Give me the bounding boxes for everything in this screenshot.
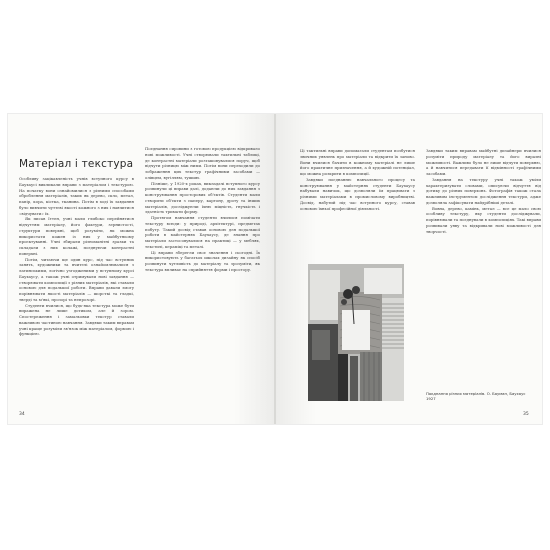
paragraph: Вовна, дерево, камінь, метал — все це мало свою особливу текстуру, яку студенти досліджували, порівнювали та поєднували в композиціях. Такі вправи розвивали уяву та відкривали нові можливості для творчості.: [426, 205, 541, 234]
paragraph: Завдяки таким вправам майбутні дизайнери вчилися розуміти природу матеріалу та його виразні можливості. Важливо було не лише відчути поверхню, а й навчитися передавати її відмінності графічними засобами.: [426, 148, 541, 176]
right-column-2: [426, 148, 541, 384]
page-number-left: 34: [19, 412, 25, 417]
paragraph: Пізніше, у 1920-х роках, викладачі вступного курсу розвинули ці вправи далі, додаючи до них завдання з конструювання просторових об'єктів. Студенти мали створити об'єкти з паперу, картону, дроту та інших матеріалів, досліджуючи їхню міцність, гнучкість і здатність тримати форму.: [145, 180, 260, 215]
left-page: [8, 114, 274, 424]
paragraph: Як писав Іттен, учні мали глибоко перейнятися відчуттям матеріалу, його фактури, зернистості, структури поверхні, щоб розуміти, як можна використати кожен із них у майбутньому проєктуванні. Учні збирали різноманітні зразки та складали з них колажі, поєднуючи контрастні поверхні.: [19, 216, 134, 256]
material-collage-photo: [308, 264, 404, 401]
section-title: Матеріал і текстура: [19, 158, 134, 170]
paragraph: Ці тактильні вправи допомагали студентам позбутися звичних уявлень про матеріали та відкрити їх заново. Вони вчилися бачити в кожному матеріалі не лише його практичне призначення, а й художній потенціал, що можна розкрити в композиції.: [300, 148, 415, 176]
paragraph: Студенти вчилися, що будь-яка текстура може бути виражена не лише дотиком, але й зором. Спостереження і замальовки текстур ставали важливою частиною навчання. Завдяки таким вправам учні краще розуміли зв'язок між матеріалом, формою і функцією.: [19, 302, 134, 337]
paragraph: Потім, читаючи ще один курс, під час вступних занять, художники та вчителі ознайомлювалися з латинськими, логічно узгодженими у вступному курсі Баухаусу, а також учні отримували нові завдання — створювати композиції з різних матеріалів, які ставали основою для подальшої роботи. Вправи давали змогу порівнювати якості матеріалів — шорсткі та гладкі, тверді та м'які, прозорі та непрозорі.: [19, 256, 134, 302]
paragraph: Поєднання сировини з готовою продукцією відкривало нові можливості. Учні створювали тактильні таблиці, де контрастні матеріали розташовувалися поруч, щоб відчути різницю між ними. Потім вони переходили до зображення цих текстур графічними засобами — олівцем, вугіллям, тушшю.: [145, 146, 260, 180]
page-number-right: 35: [523, 412, 529, 417]
paragraph: Особливу зацікавленість учнів вступного курсу в Баухаусі викликали вправи з матеріалом і текстурою. На початку вони ознайомилися з різними способами оброблення матеріалів, таких як дерево, скло, метал, папір, кора, кістка, тканина. Потім в ході їх завдання було вивчити чуттєві якості кожного з них і навчитися «відчувати» їх.: [19, 176, 134, 216]
left-column-2: [145, 146, 260, 404]
paragraph: Протягом навчання студенти вчилися помічати текстуру всюди: у природі, архітектурі, предметах побуту. Такий досвід ставав основою для подальшої роботи в майстернях Баухаусу, де знання про матеріали застосовувалися на практиці — у меблях, текстилі, кераміці та металі.: [145, 215, 260, 249]
paragraph: Завдяки поєднанню навчального процесу та конструювання у майстернях студенти Баухаусу набували навичок, що дозволяли їм працювати з різними матеріалами в промисловому виробництві. Досвід, набутий під час вступного курсу, ставав основою їхньої професійної діяльності.: [300, 176, 415, 211]
left-column-1: [19, 176, 134, 404]
photo-caption: Поєднання різних матеріалів. О. Бауман, Баухаус 1927: [426, 391, 526, 401]
book-spread: [8, 114, 542, 424]
paragraph: Ці вправи зберегли своє значення і сьогодні. Їх використовують у багатьох школах дизайну як спосіб розвинути чутливість до матеріалу та зрозуміти, як текстура впливає на сприйняття форми і простору.: [145, 249, 260, 272]
paragraph: Завдання на текстуру учні також уміли характеризувати словами, описуючи відчуття від дотику до різних поверхонь. Фотографія також стала важливим інструментом дослідження текстури, адже дозволяла зафіксувати найдрібніші деталі.: [426, 176, 541, 205]
right-page: [276, 114, 542, 424]
right-column-1: [300, 148, 415, 248]
